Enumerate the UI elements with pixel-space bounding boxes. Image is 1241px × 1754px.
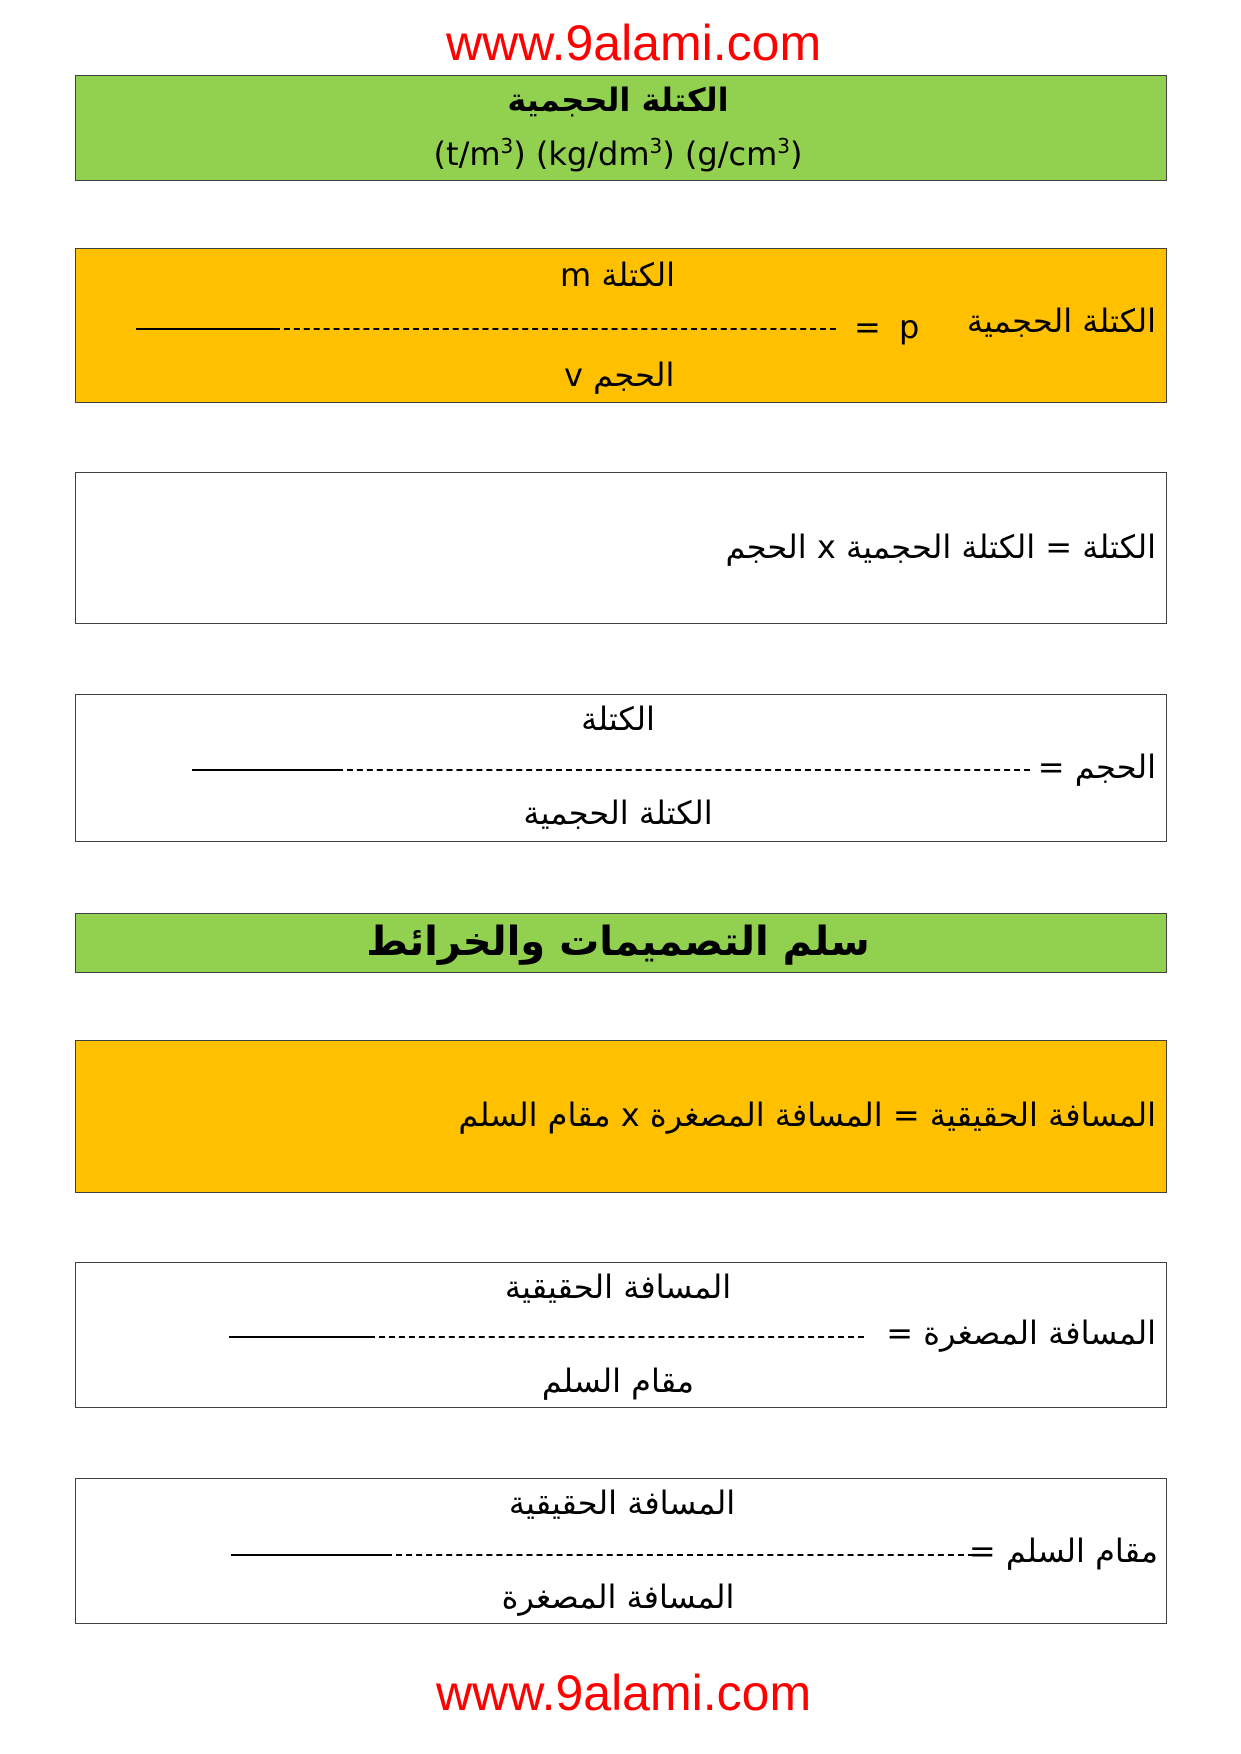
reduced-distance-label: المسافة المصغرة = [886, 1314, 1156, 1352]
density-equals: = [854, 308, 881, 346]
density-formula-box [75, 248, 1167, 403]
mass-formula-box [75, 472, 1167, 624]
real-distance-box [75, 1040, 1167, 1193]
density-title-box [75, 75, 1167, 181]
density-fraction-line-solid [136, 328, 274, 330]
volume-fraction-line-dashed [337, 769, 1030, 771]
volume-fraction-line-solid [192, 769, 337, 771]
units-g-cm: ) (g/cm [662, 135, 778, 173]
density-symbol: p [899, 308, 920, 346]
scale-title-box [75, 913, 1167, 973]
density-denominator: v الحجم [564, 356, 675, 394]
volume-label: الحجم = [1037, 748, 1156, 786]
scale-denominator: المسافة المصغرة [501, 1578, 735, 1616]
units-exp: 3 [777, 134, 790, 158]
scale-line-solid [231, 1554, 386, 1556]
scale-formula-box [75, 1478, 1167, 1624]
header-url-text[interactable]: www.9alami.com [446, 15, 822, 71]
units-exp: 3 [500, 134, 514, 158]
scale-numerator: المسافة الحقيقية [508, 1484, 736, 1522]
density-fraction-line-dashed [274, 328, 836, 330]
reduced-distance-line-solid [229, 1336, 369, 1338]
scale-label: مقام السلم = [968, 1532, 1158, 1570]
reduced-distance-numerator: المسافة الحقيقية [504, 1268, 732, 1306]
units-t-m: (t/m [433, 135, 501, 173]
density-title: الكتلة الحجمية [507, 81, 729, 119]
reduced-distance-denominator: مقام السلم [541, 1362, 695, 1400]
density-units [433, 134, 803, 173]
footer-url-text[interactable]: www.9alami.com [436, 1665, 812, 1721]
volume-numerator: الكتلة [581, 700, 655, 738]
scale-line-dashed [386, 1554, 974, 1556]
units-kg-dm: ) (kg/dm [513, 135, 650, 173]
mass-formula: الكتلة = الكتلة الحجمية x الحجم [725, 528, 1156, 566]
density-label: الكتلة الحجمية [966, 302, 1156, 340]
volume-denominator: الكتلة الحجمية [523, 794, 713, 832]
reduced-distance-box [75, 1262, 1167, 1408]
density-numerator: m الكتلة [560, 256, 676, 294]
scale-title: سلم التصميمات والخرائط [366, 919, 870, 965]
units-exp: 3 [649, 134, 663, 158]
units-close: ) [789, 135, 803, 173]
reduced-distance-line-dashed [369, 1336, 864, 1338]
volume-formula-box [75, 694, 1167, 842]
real-distance-formula: المسافة الحقيقية = المسافة المصغرة x مقام السلم [458, 1096, 1156, 1134]
